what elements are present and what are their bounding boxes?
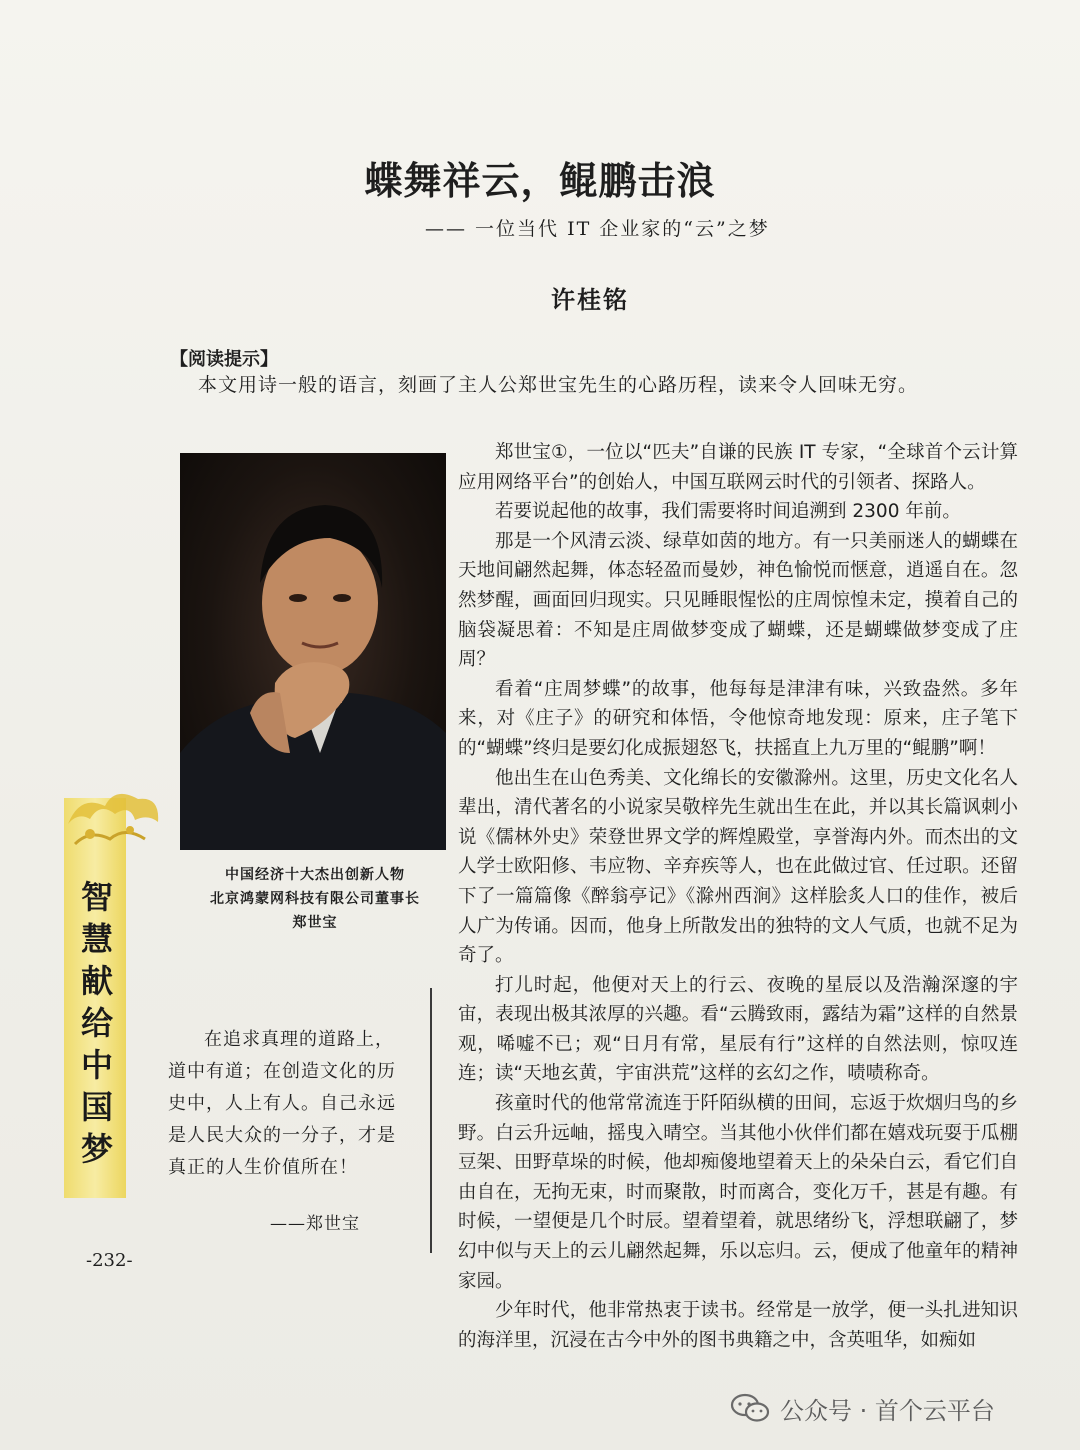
portrait-photo bbox=[180, 453, 446, 850]
quote-divider bbox=[430, 988, 432, 1253]
wechat-icon bbox=[730, 1393, 770, 1423]
sidebar-title: 智慧献给中国梦 bbox=[76, 880, 114, 1174]
body-paragraph: 那是一个风清云淡、绿草如茵的地方。有一只美丽迷人的蝴蝶在天地间翩然起舞，体态轻盈而曼妙，神色愉悦而惬意，逍遥自在。忽然梦醒，画面回归现实。只见睡眼惺忪的庄周惊惶未定，摸着自己的脑袋凝思着：不知是庄周做梦变成了蝴蝶，还是蝴蝶做梦变成了庄周？ bbox=[458, 530, 1018, 671]
caption-line-3: 郑世宝 bbox=[292, 915, 338, 931]
quote-signature: ——郑世宝 bbox=[270, 1214, 360, 1234]
page-number: -232- bbox=[86, 1250, 133, 1271]
body-paragraph: 少年时代，他非常热衷于读书。经常是一放学，便一头扎进知识的海洋里，沉浸在古今中外的图书典籍之中，含英咀华，如痴如 bbox=[458, 1300, 1018, 1351]
body-paragraph: 打儿时起，他便对天上的行云、夜晚的星辰以及浩瀚深邃的宇宙，表现出极其浓厚的兴趣。看“云腾致雨，露结为霜”这样的自然景观，唏嘘不已；观“日月有常，星辰有行”这样的自然法则，惊叹连连；读“天地玄黄，宇宙洪荒”这样的玄幻之作，啧啧称奇。 bbox=[458, 974, 1018, 1085]
quote-text: 在追求真理的道路上，道中有道；在创造文化的历史中，人上有人。自己永远是人民大众的一分子，才是真正的人生价值所在！ bbox=[168, 1029, 396, 1178]
caption-line-2: 北京鸿蒙网科技有限公司董事长 bbox=[210, 891, 420, 907]
body-paragraph: 郑世宝①，一位以“匹夫”自谦的民族 IT 专家，“全球首个云计算应用网络平台”的创始人，中国互联网云时代的引领者、探路人。 bbox=[458, 442, 1018, 493]
article-author: 许桂铭 bbox=[551, 285, 629, 314]
watermark-text: 公众号 · 首个云平台 bbox=[780, 1396, 995, 1425]
body-paragraph: 若要说起他的故事，我们需要将时间追溯到 2300 年前。 bbox=[495, 501, 961, 523]
body-paragraph: 看着“庄周梦蝶”的故事，他每每是津津有味，兴致盎然。多年来，对《庄子》的研究和体悟，令他惊奇地发现：原来，庄子笔下的“蝴蝶”终归是要幻化成振翅怒飞，扶摇直上九万里的“鲲鹏”啊！ bbox=[458, 678, 1018, 759]
reading-tip-label: 【阅读提示】 bbox=[170, 349, 278, 370]
article-title: 蝶舞祥云，鲲鹏击浪 bbox=[364, 158, 716, 203]
portrait-illustration bbox=[180, 453, 446, 850]
wechat-watermark bbox=[730, 1390, 995, 1426]
body-paragraph: 他出生在山色秀美、文化绵长的安徽滁州。这里，历史文化名人辈出，清代著名的小说家吴敬梓先生就出生在此，并以其长篇讽刺小说《儒林外史》荣登世界文学的辉煌殿堂，享誉海内外。而杰出的文人学士欧阳修、韦应物、辛弃疾等人，也在此做过官、任过职。还留下了一篇篇像《醉翁亭记》《滁州西涧》这样脍炙人口的佳作，被后人广为传诵。因而，他身上所散发出的独特的文人气质，也就不足为奇了。 bbox=[458, 767, 1018, 967]
photo-caption bbox=[150, 863, 480, 935]
article-subtitle: —— 一位当代 IT 企业家的“云”之梦 bbox=[425, 218, 770, 240]
body-paragraph: 孩童时代的他常常流连于阡陌纵横的田间，忘返于炊烟归鸟的乡野。白云升远岫，摇曳入晴空。当其他小伙伴们都在嬉戏玩耍于瓜棚豆架、田野草垛的时候，他却痴傻地望着天上的朵朵白云，看它们自由自在，无拘无束，时而聚散，时而离合，变化万千，甚是有趣。有时候，一望便是几个时辰。望着望着，就思绪纷飞，浮想联翩了，梦幻中似与天上的云儿翩然起舞，乐以忘归。云，便成了他童年的精神家园。 bbox=[458, 1093, 1018, 1292]
reading-tip-text: 本文用诗一般的语言，刻画了主人公郑世宝先生的心路历程，读来令人回味无穷。 bbox=[198, 374, 919, 396]
caption-line-1: 中国经济十大杰出创新人物 bbox=[225, 867, 405, 883]
article-body bbox=[458, 438, 1018, 1355]
cloud-ornament-icon bbox=[60, 784, 170, 874]
